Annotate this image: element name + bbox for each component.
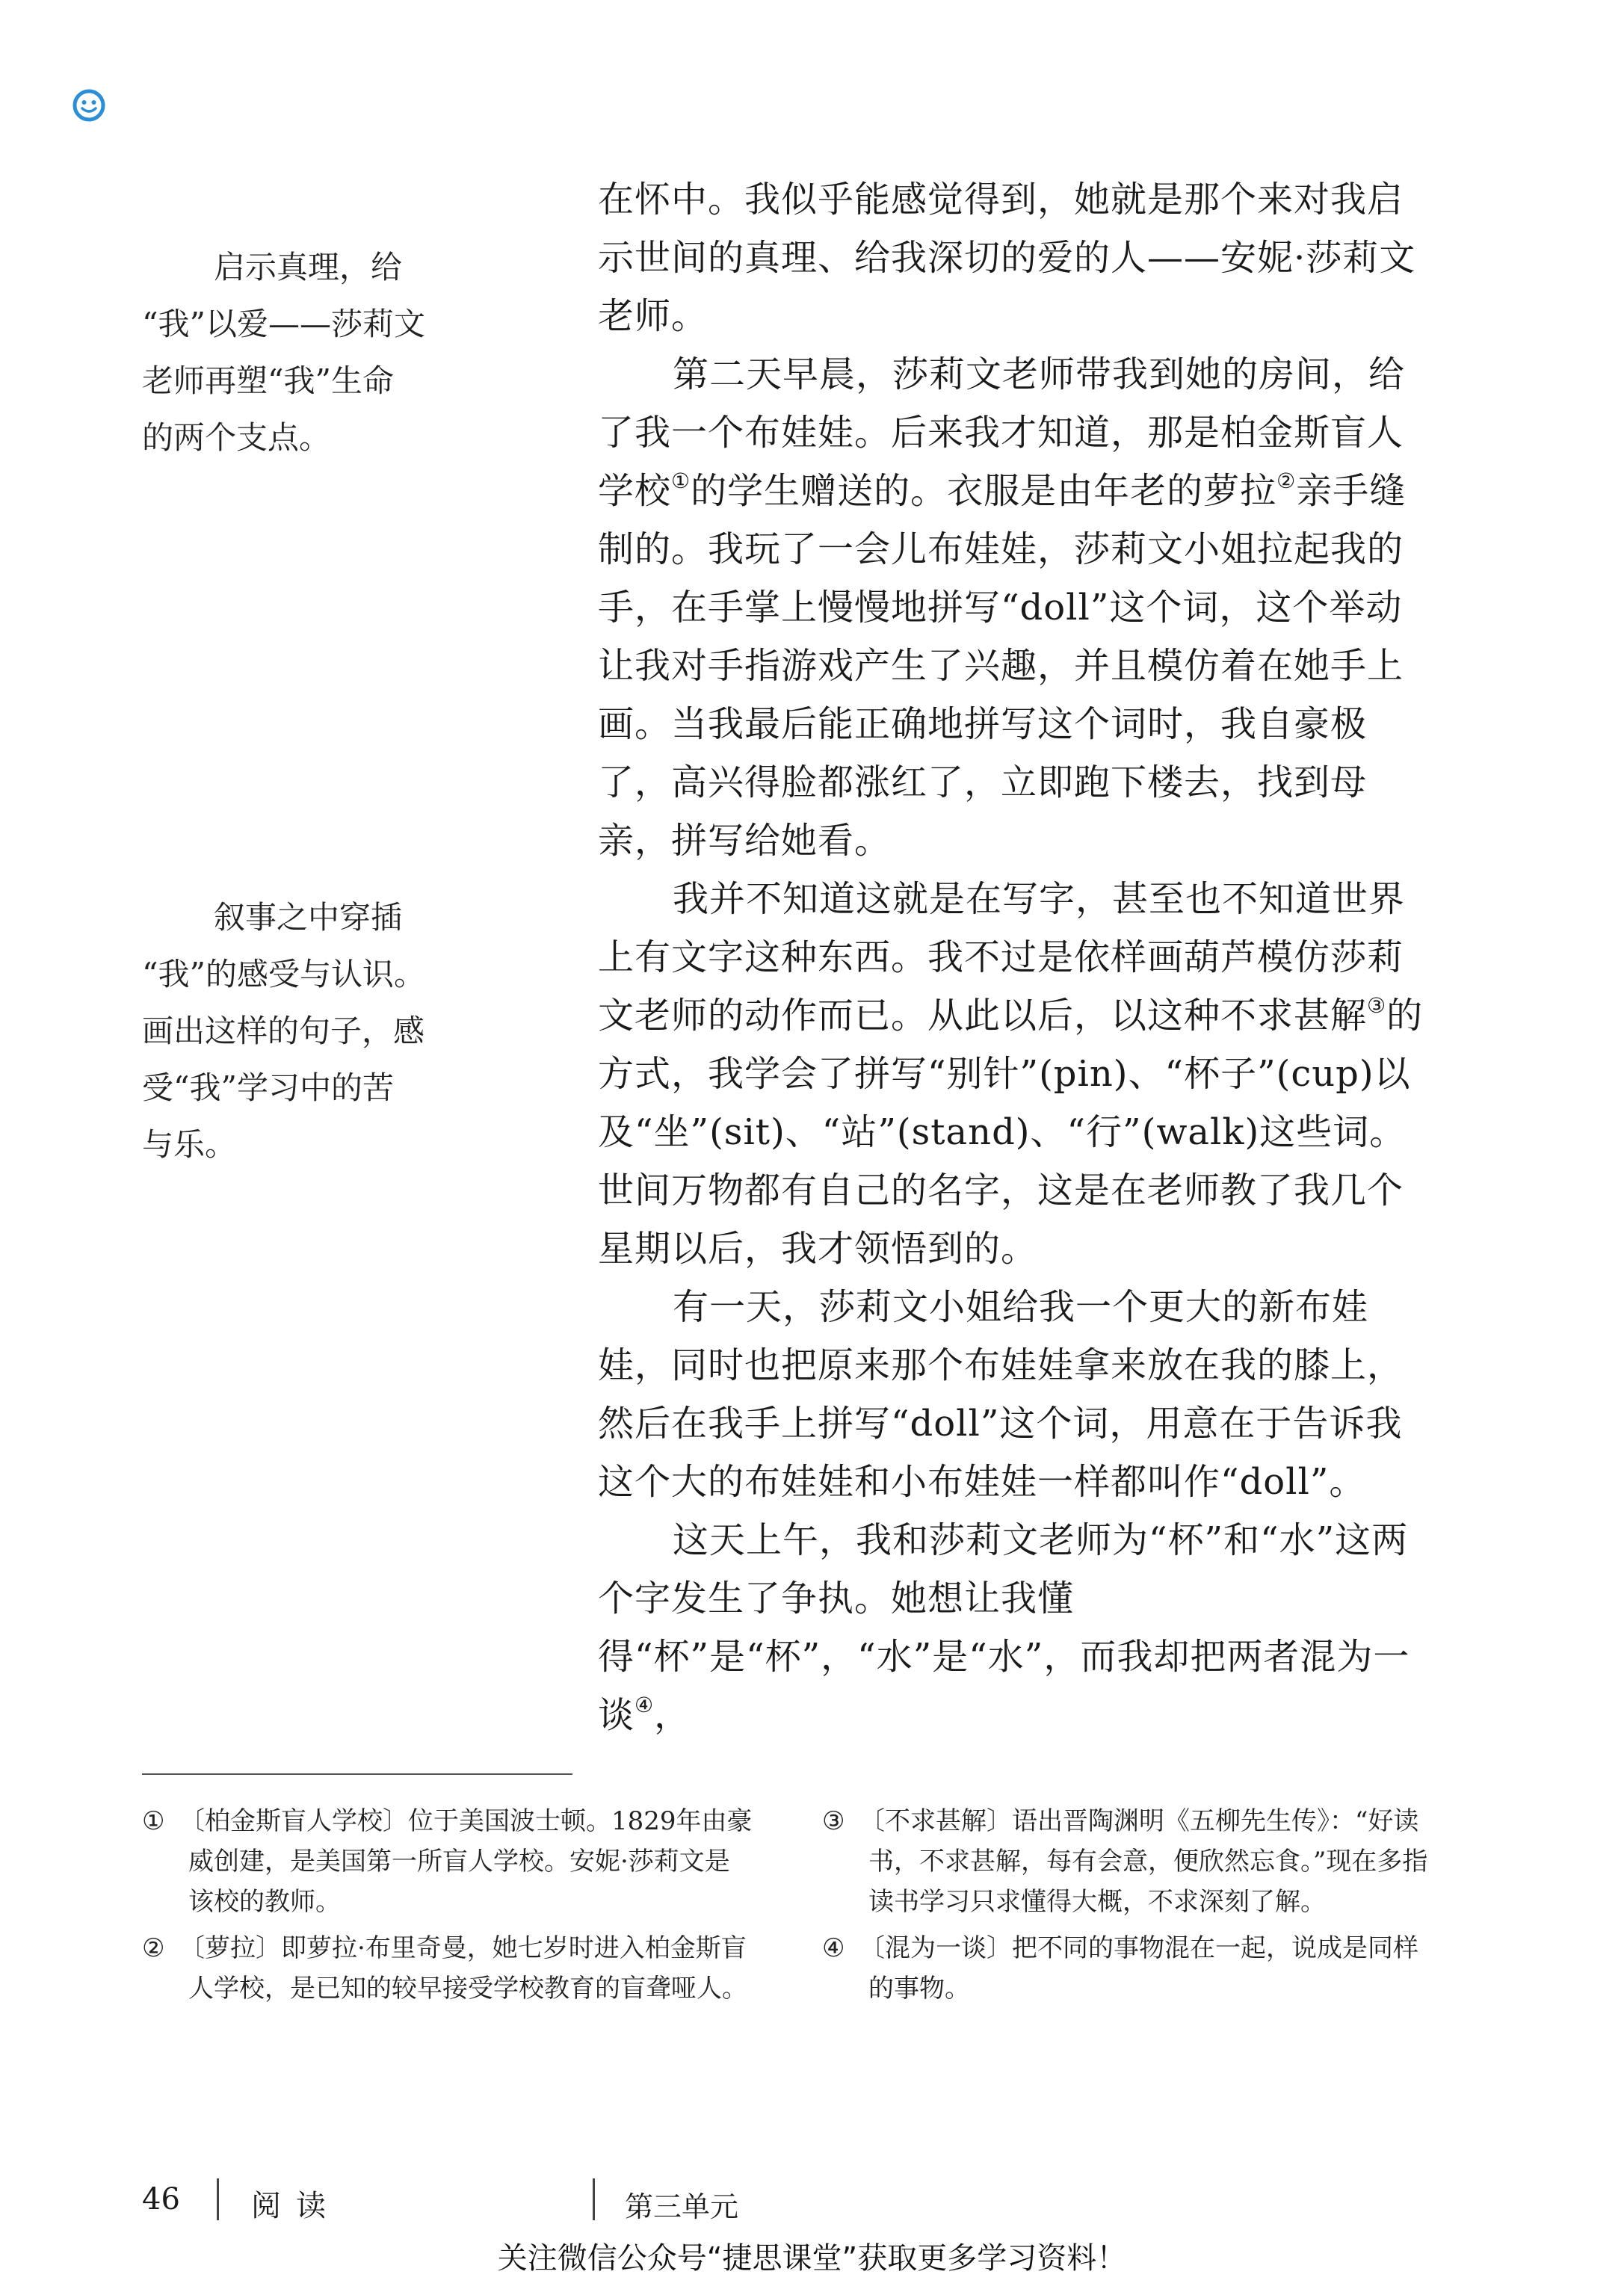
page-number: 46 bbox=[142, 2182, 180, 2217]
margin-note-2 bbox=[142, 889, 493, 1173]
footer-divider bbox=[593, 2178, 595, 2220]
margin-note-line: “我”以爱——莎莉文 bbox=[142, 306, 425, 342]
smiley-icon bbox=[72, 88, 106, 123]
margin-note-line: 启示真理，给 bbox=[214, 249, 403, 285]
footnote-1: ① 〔柏金斯盲人学校〕位于美国波士顿。1829年由豪威创建，是美国第一所盲人学校。安妮·莎莉文是该校的教师。 bbox=[142, 1806, 753, 1917]
footnote-divider bbox=[142, 1773, 572, 1775]
footnotes-left bbox=[142, 1801, 755, 2015]
footnote-ref-2[interactable]: ② bbox=[1276, 469, 1297, 493]
footnote-3: ③ 〔不求甚解〕语出晋陶渊明《五柳先生传》：“好读书，不求甚解，每有会意，便欣然忘食。”现在多指读书学习只求懂得大概，不求深刻了解。 bbox=[822, 1806, 1428, 1917]
footnote-ref-4[interactable]: ④ bbox=[635, 1693, 655, 1717]
margin-note-line: 画出这样的句子，感 bbox=[142, 1013, 425, 1049]
paragraph-3: 我并不知道这就是在写字，甚至也不知道世界上有文字这种东西。我不过是依样画葫芦模仿莎莉文老师的动作而已。从此以后，以这种不求甚解③的方式，我学会了拼写“别针”(pin)、“杯子”(cup)以及“坐”(sit)、“站”(stand)、“行”(walk)这些词。世间万物都有自己的名字，这是在老师教了我几个星期以后，我才领悟到的。 bbox=[598, 878, 1424, 1270]
footnote-4: ④ 〔混为一谈〕把不同的事物混在一起，说成是同样的事物。 bbox=[822, 1933, 1418, 2004]
footnotes-right bbox=[822, 1801, 1442, 2015]
margin-note-line: 的两个支点。 bbox=[142, 419, 331, 456]
main-text bbox=[598, 170, 1427, 1744]
footnote-2: ② 〔萝拉〕即萝拉·布里奇曼，她七岁时进入柏金斯盲人学校，是已知的较早接受学校教育的盲聋哑人。 bbox=[142, 1933, 747, 2004]
paragraph-1: 在怀中。我似乎能感觉得到，她就是那个来对我启示世间的真理、给我深切的爱的人——安妮·莎莉文老师。 bbox=[598, 179, 1416, 337]
promo-text: 关注微信公众号“捷思课堂”获取更多学习资料！ bbox=[497, 2241, 1127, 2276]
footnote-ref-1[interactable]: ① bbox=[671, 469, 691, 493]
margin-note-line: 叙事之中穿插 bbox=[214, 899, 403, 936]
margin-note-line: 与乐。 bbox=[142, 1126, 237, 1163]
unit-label: 第三单元 bbox=[625, 2190, 739, 2223]
footnote-ref-3[interactable]: ③ bbox=[1367, 993, 1387, 1018]
paragraph-2: 第二天早晨，莎莉文老师带我到她的房间，给了我一个布娃娃。后来我才知道，那是柏金斯盲人学校①的学生赠送的。衣服是由年老的萝拉②亲手缝制的。我玩了一会儿布娃娃，莎莉文小姐拉起我的手，在手掌上慢慢地拼写“doll”这个词，这个举动让我对手指游戏产生了兴趣，并且模仿着在她手上画。当我最后能正确地拼写这个词时，我自豪极了，高兴得脸都涨红了，立即跑下楼去，找到母亲，拼写给她看。 bbox=[598, 353, 1407, 862]
paragraph-4: 有一天，莎莉文小姐给我一个更大的新布娃娃，同时也把原来那个布娃娃拿来放在我的膝上，然后在我手上拼写“doll”这个词，用意在于告诉我这个大的布娃娃和小布娃娃一样都叫作“doll”。 bbox=[598, 1286, 1404, 1503]
section-label: 阅读 bbox=[251, 2189, 341, 2223]
margin-note-line: 受“我”学习中的苦 bbox=[142, 1069, 394, 1106]
margin-note-line: “我”的感受与认识。 bbox=[142, 956, 425, 992]
margin-note-1 bbox=[142, 239, 493, 466]
margin-note-line: 老师再塑“我”生命 bbox=[142, 362, 394, 399]
footer-divider bbox=[217, 2178, 219, 2220]
paragraph-5: 这天上午，我和莎莉文老师为“杯”和“水”这两个字发生了争执。她想让我懂得“杯”是“杯”，“水”是“水”，而我却把两者混为一谈④， bbox=[598, 1519, 1410, 1736]
